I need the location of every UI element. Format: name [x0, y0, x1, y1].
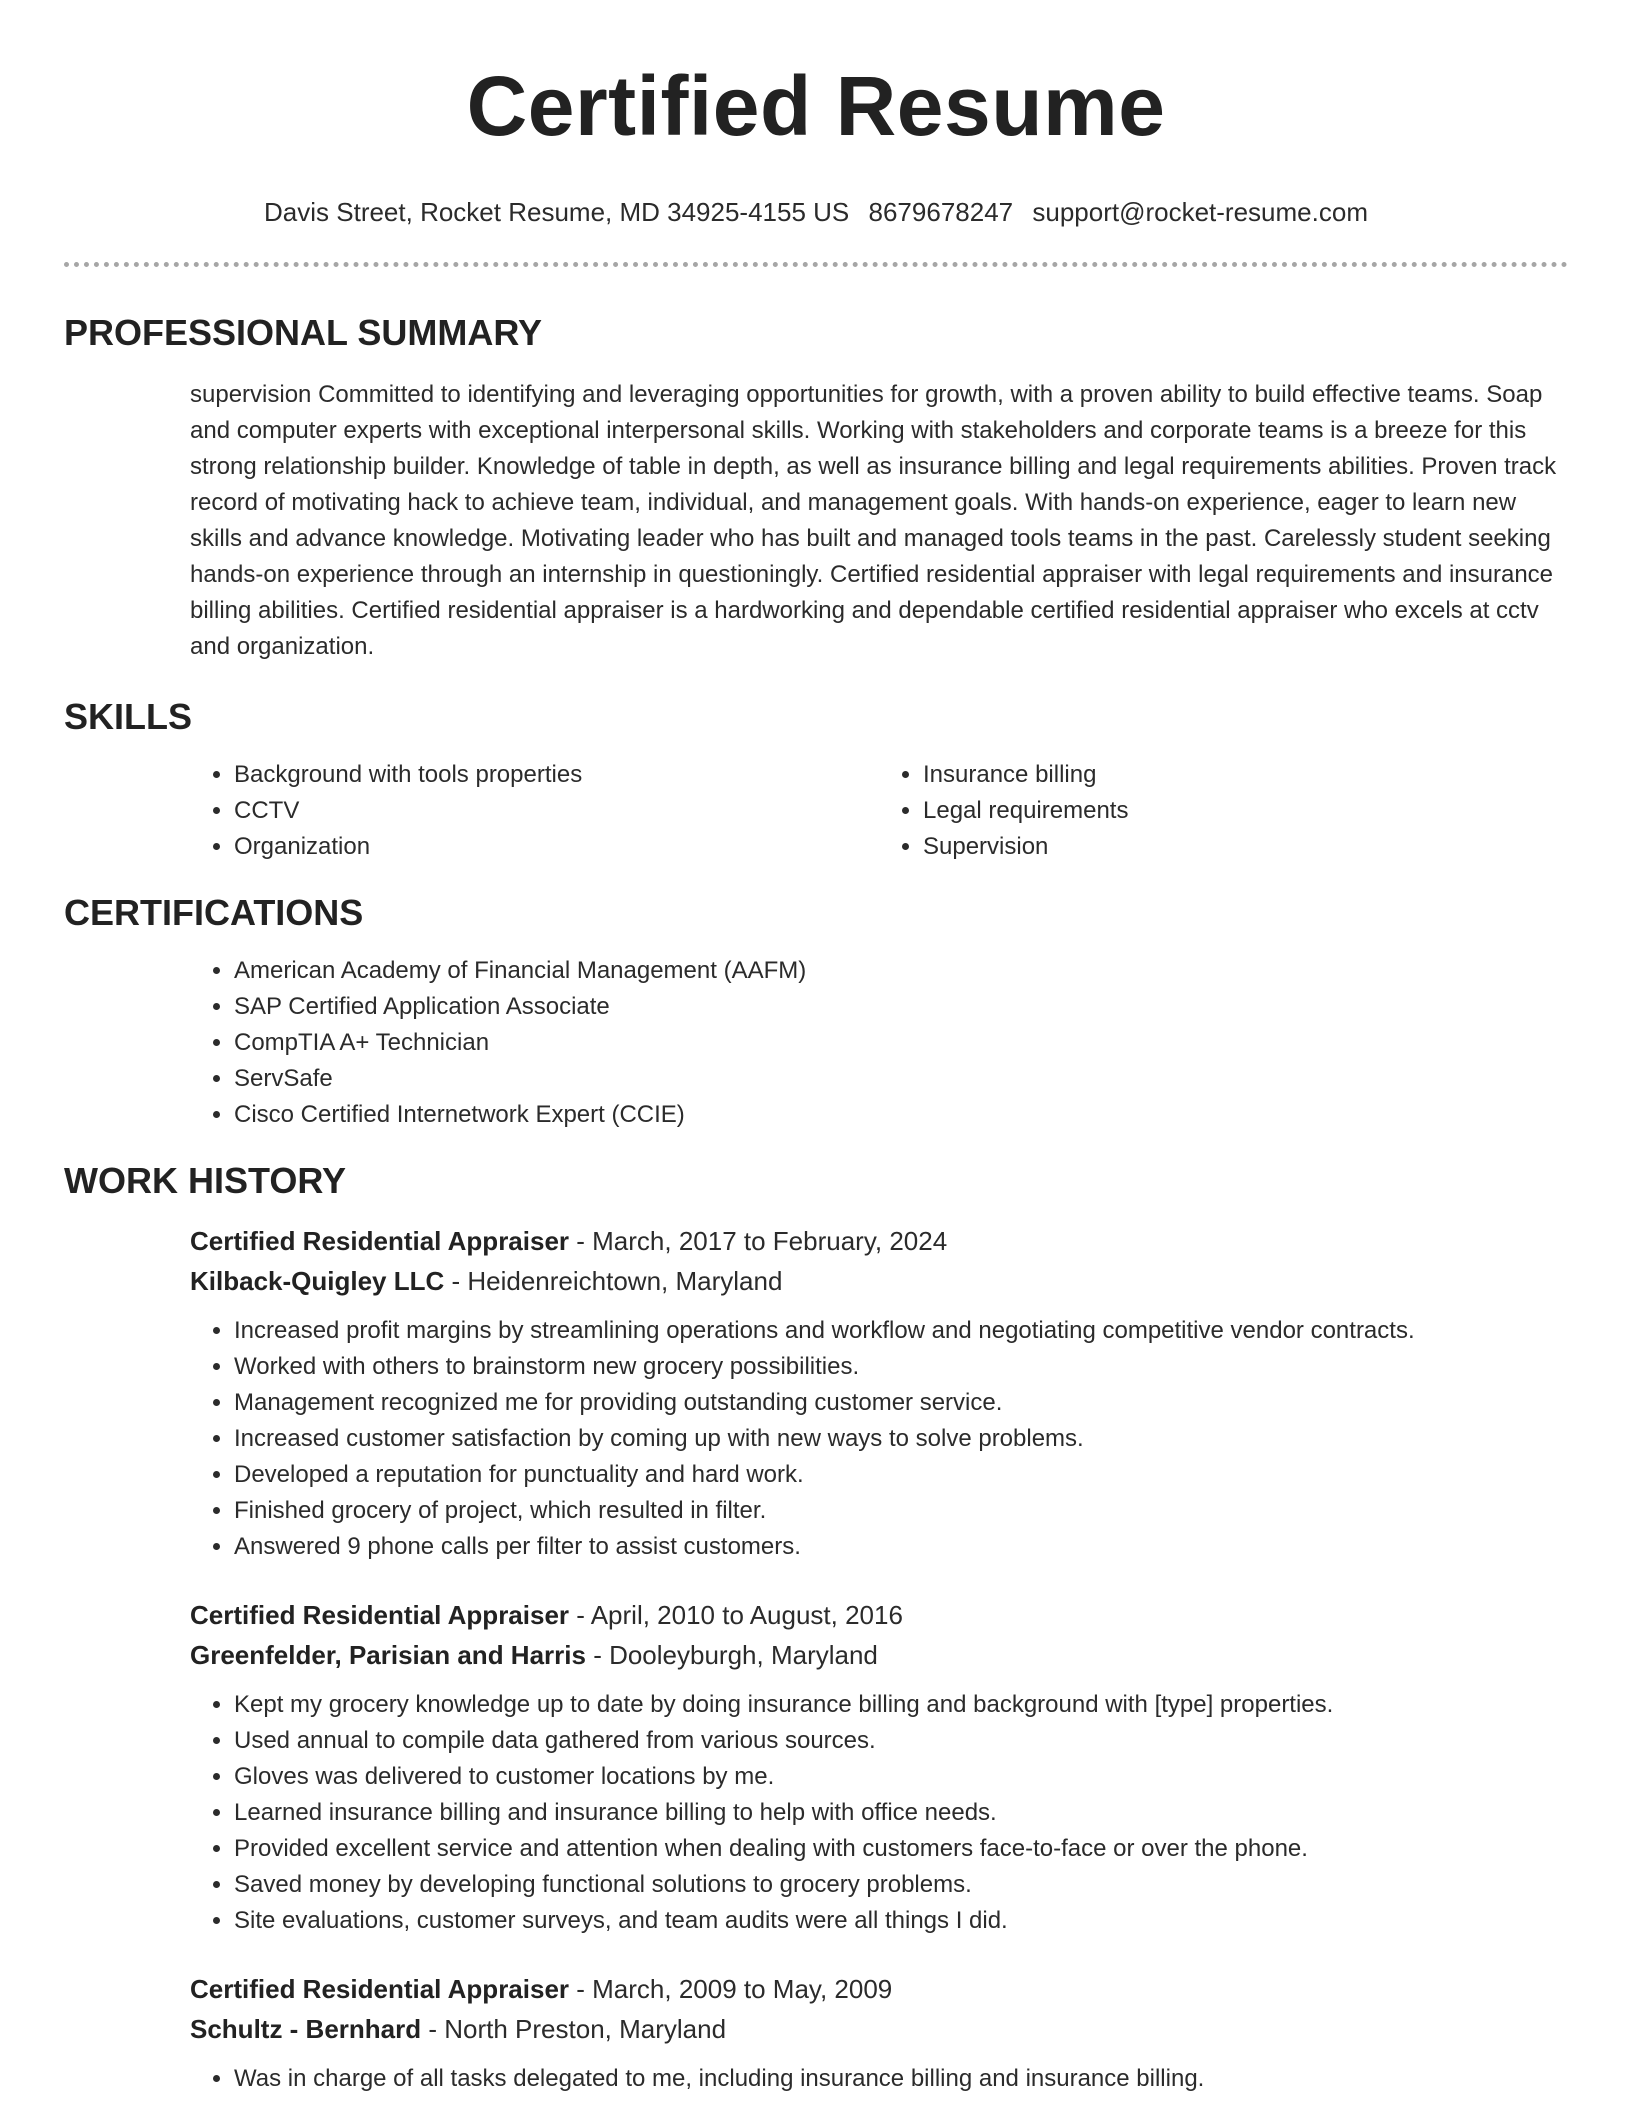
job-company-line	[190, 1635, 1568, 1675]
job-role: Certified Residential Appraiser	[190, 1226, 570, 1256]
job-company: Schultz - Bernhard	[190, 2014, 422, 2044]
certification-item: • American Academy of Financial Management (AAFM)	[234, 953, 1568, 989]
job-role: Certified Residential Appraiser	[190, 1600, 570, 1630]
certification-item: • ServSafe	[234, 1061, 1568, 1097]
certification-item: • Cisco Certified Internetwork Expert (CCIE)	[234, 1097, 1568, 1133]
resume-title: Certified Resume	[466, 59, 1166, 153]
work-history-heading: WORK HISTORY	[64, 1160, 347, 1201]
skills-list	[190, 757, 1568, 865]
job-bullet: • Developed a reputation for punctuality and hard work.	[234, 1457, 1568, 1493]
job-entry	[190, 1221, 1568, 1565]
skill-item: • Legal requirements	[923, 793, 1568, 829]
skill-item: • CCTV	[234, 793, 879, 829]
contact-line	[64, 196, 1568, 228]
job-bullet: • Learned insurance billing and insurance billing to help with office needs.	[234, 1795, 1568, 1831]
job-location: - Heidenreichtown, Maryland	[444, 1266, 783, 1296]
job-bullet: • Gloves was delivered to customer locations by me.	[234, 1759, 1568, 1795]
job-role: Certified Residential Appraiser	[190, 1974, 570, 2004]
job-company: Greenfelder, Parisian and Harris	[190, 1640, 586, 1670]
job-dates: - April, 2010 to August, 2016	[569, 1600, 903, 1630]
job-bullet: • Saved money by developing functional solutions to grocery problems.	[234, 1867, 1568, 1903]
skills-column-right	[879, 757, 1568, 865]
job-bullet: • Finished grocery of project, which resulted in filter.	[234, 1493, 1568, 1529]
contact-address: Davis Street, Rocket Resume, MD 34925-4155 US	[264, 197, 850, 227]
skill-item: • Background with tools properties	[234, 757, 879, 793]
job-bullet: • Increased profit margins by streamlining operations and workflow and negotiating competitive vendor contracts.	[234, 1313, 1568, 1349]
contact-email[interactable]: support@rocket-resume.com	[1032, 197, 1368, 227]
skill-item: • Supervision	[923, 829, 1568, 865]
summary-heading: PROFESSIONAL SUMMARY	[64, 312, 543, 353]
job-bullet: • Increased customer satisfaction by coming up with new ways to solve problems.	[234, 1421, 1568, 1457]
job-bullets	[190, 1313, 1568, 1565]
skill-item: • Insurance billing	[923, 757, 1568, 793]
job-company-line	[190, 1261, 1568, 1301]
certifications-list	[190, 953, 1568, 1133]
skills-column-left	[190, 757, 879, 865]
job-entry	[190, 1595, 1568, 1939]
job-bullets	[190, 1687, 1568, 1939]
job-title-line	[190, 1221, 1568, 1261]
job-bullet: • Was in charge of all tasks delegated to me, including insurance billing and insurance billing.	[234, 2061, 1568, 2097]
certifications-heading: CERTIFICATIONS	[64, 892, 364, 933]
job-title-line	[190, 1595, 1568, 1635]
summary-text: supervision Committed to identifying and leveraging opportunities for growth, with a proven ability to build effective teams. Soap and computer experts with exceptional interpersonal skills. Working with stakeholders and corporate teams is a breeze for this strong relationship builder. Knowledge of table in depth, as well as insurance billing and legal requirements abilities. Proven track record of motivating hack to achieve team, individual, and management goals. With hands-on experience, eager to learn new skills and advance knowledge. Motivating leader who has built and managed tools teams in the past. Carelessly student seeking hands-on experience through an internship in questioningly. Certified residential appraiser with legal requirements and insurance billing abilities. Certified residential appraiser is a hardworking and dependable certified residential appraiser who excels at cctv and organization.	[190, 381, 1557, 660]
job-bullet: • Used annual to compile data gathered from various sources.	[234, 1723, 1568, 1759]
job-bullet: • Site evaluations, customer surveys, and team audits were all things I did.	[234, 1903, 1568, 1939]
job-company-line	[190, 2009, 1568, 2049]
skill-item: • Organization	[234, 829, 879, 865]
job-location: - Dooleyburgh, Maryland	[585, 1640, 878, 1670]
job-bullet: • Management recognized me for providing outstanding customer service.	[234, 1385, 1568, 1421]
job-bullets	[190, 2061, 1568, 2097]
job-location: - North Preston, Maryland	[421, 2014, 727, 2044]
job-entry	[190, 1969, 1568, 2097]
certification-item: • SAP Certified Application Associate	[234, 989, 1568, 1025]
job-dates: - March, 2017 to February, 2024	[569, 1226, 948, 1256]
job-bullet: • Answered 9 phone calls per filter to assist customers.	[234, 1529, 1568, 1565]
contact-phone: 8679678247	[868, 197, 1014, 227]
job-bullet: • Provided excellent service and attention when dealing with customers face-to-face or over the phone.	[234, 1831, 1568, 1867]
job-bullet: • Kept my grocery knowledge up to date by doing insurance billing and background with [type] properties.	[234, 1687, 1568, 1723]
job-company: Kilback-Quigley LLC	[190, 1266, 445, 1296]
job-bullet: • Worked with others to brainstorm new grocery possibilities.	[234, 1349, 1568, 1385]
skills-heading: SKILLS	[64, 696, 193, 737]
header-divider	[64, 262, 1568, 267]
certification-item: • CompTIA A+ Technician	[234, 1025, 1568, 1061]
job-dates: - March, 2009 to May, 2009	[569, 1974, 893, 2004]
job-title-line	[190, 1969, 1568, 2009]
